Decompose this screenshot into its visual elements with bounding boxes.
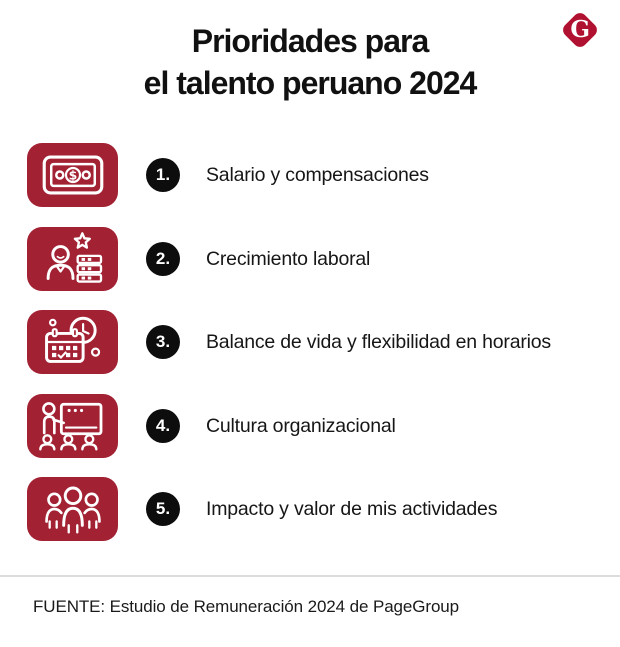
gestion-logo	[560, 10, 600, 50]
rank-number: 5.	[155, 499, 171, 518]
rank-number: 2.	[155, 249, 171, 268]
item-label-5: Impacto y valor de mis actividades	[206, 497, 498, 520]
title-line-1: Prioridades para	[191, 23, 429, 59]
page-title	[0, 15, 620, 104]
item-label-3: Balance de vida y flexibilidad en horarios	[206, 330, 551, 353]
title-line-2: el talento peruano 2024	[143, 65, 477, 101]
list-item-4	[0, 394, 620, 458]
list-item-3	[0, 310, 620, 374]
rank-number: 4.	[155, 416, 171, 435]
rank-number: 1.	[155, 165, 171, 184]
list-item-1	[0, 143, 620, 207]
rank-badge-4	[146, 409, 180, 443]
banknote-icon	[27, 143, 118, 207]
presentation-icon	[27, 394, 118, 458]
item-label-2: Crecimiento laboral	[206, 247, 371, 270]
career-growth-icon	[27, 227, 118, 291]
item-label-4: Cultura organizacional	[206, 414, 396, 437]
svg-text:$: $	[68, 167, 77, 183]
item-label-1: Salario y compensaciones	[206, 163, 429, 186]
rank-number: 3.	[155, 332, 171, 351]
list-item-5	[0, 477, 620, 541]
logo-letter: G	[570, 15, 591, 43]
rank-badge-5	[146, 492, 180, 526]
rank-badge-1	[146, 158, 180, 192]
logo-diamond-shape	[560, 10, 600, 50]
rank-badge-2	[146, 242, 180, 276]
people-group-icon	[27, 477, 118, 541]
source-text: FUENTE: Estudio de Remuneración 2024 de PageGroup	[33, 597, 460, 616]
list-item-2	[0, 227, 620, 291]
rank-badge-3	[146, 325, 180, 359]
calendar-clock-icon	[27, 310, 118, 374]
footer-divider	[0, 575, 620, 577]
